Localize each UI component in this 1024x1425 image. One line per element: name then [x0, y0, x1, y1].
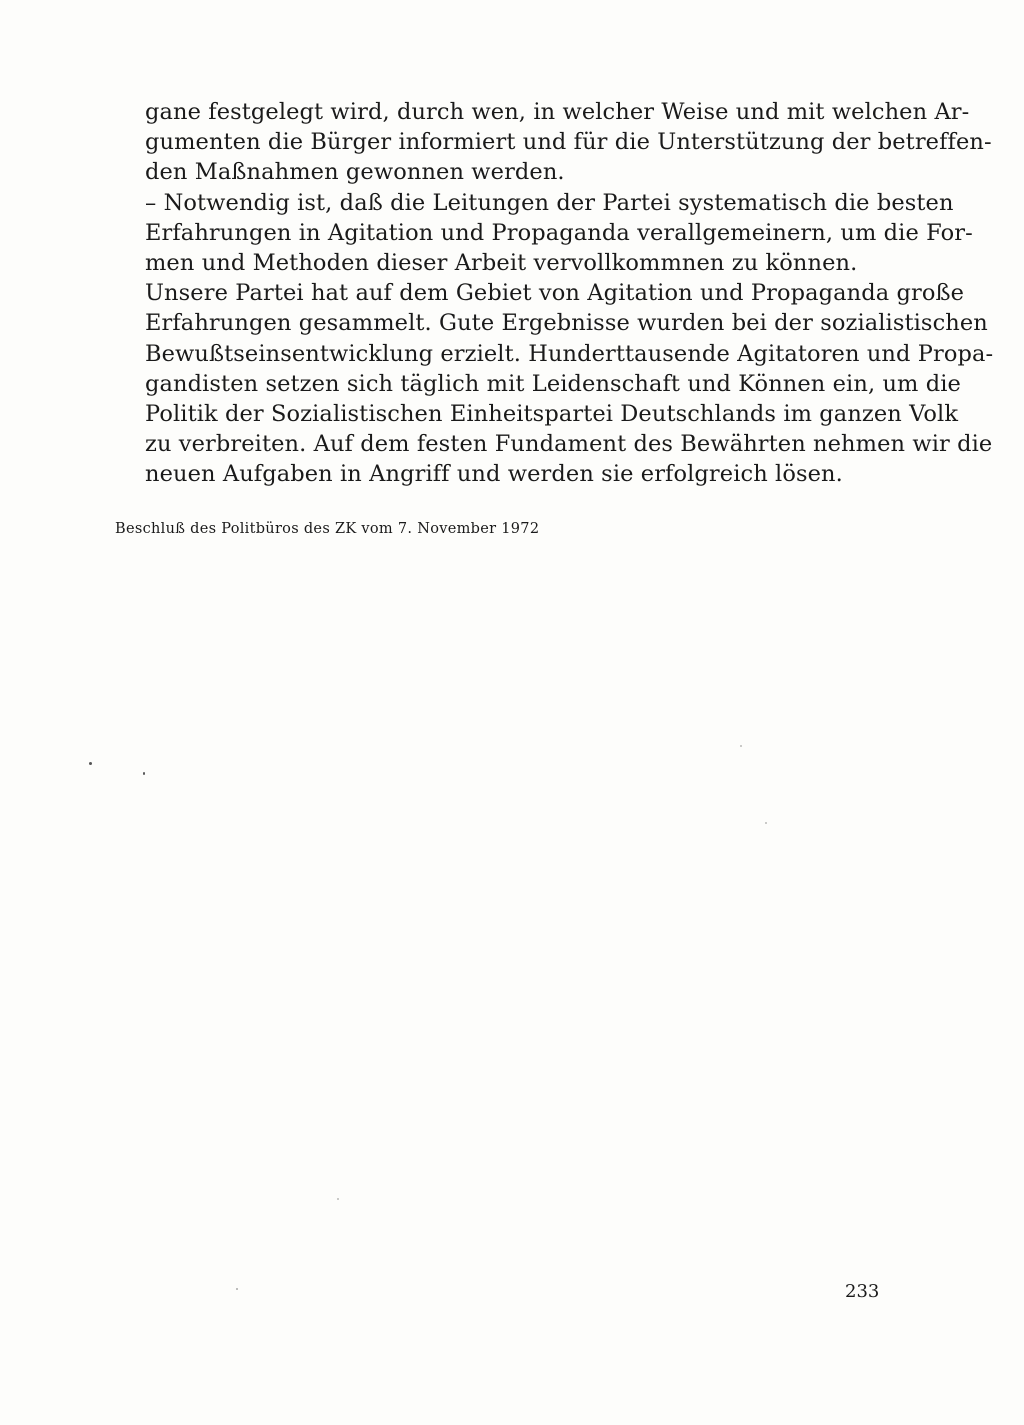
- scan-speck: [143, 772, 145, 775]
- scan-speck: [89, 762, 92, 765]
- text-line: – Notwendig ist, daß die Leitungen der Partei systematisch die besten: [145, 189, 954, 216]
- text-line: neuen Aufgaben in Angriff und werden sie erfolgreich lösen.: [145, 461, 843, 488]
- text-line: Erfahrungen in Agitation und Propaganda verallgemeinern, um die For-: [145, 219, 973, 246]
- text-line: gumenten die Bürger informiert und für die Unterstützung der betreffen-: [145, 129, 992, 156]
- body-text: [145, 97, 994, 489]
- text-line: Unsere Partei hat auf dem Gebiet von Agitation und Propaganda große: [145, 280, 965, 307]
- text-line: men und Methoden dieser Arbeit vervollkommnen zu können.: [145, 249, 858, 276]
- source-note: Beschluß des Politbüros des ZK vom 7. November 1972: [115, 521, 540, 537]
- scan-speck: [337, 1198, 339, 1200]
- text-line: Bewußtseinsentwicklung erzielt. Hunderttausende Agitatoren und Propa-: [145, 340, 994, 367]
- text-line: zu verbreiten. Auf dem festen Fundament des Bewährten nehmen wir die: [145, 431, 993, 458]
- scan-speck: [236, 1288, 238, 1290]
- text-line: gandisten setzen sich täglich mit Leidenschaft und Können ein, um die: [145, 370, 961, 397]
- text-line: Erfahrungen gesammelt. Gute Ergebnisse wurden bei der sozialistischen: [145, 310, 988, 337]
- text-line: Politik der Sozialistischen Einheitspartei Deutschlands im ganzen Volk: [145, 400, 959, 427]
- text-line: den Maßnahmen gewonnen werden.: [145, 159, 565, 186]
- page-number: 233: [845, 1281, 880, 1302]
- scan-speck: [740, 745, 742, 747]
- scan-speck: [765, 822, 767, 824]
- text-line: gane festgelegt wird, durch wen, in welcher Weise und mit welchen Ar-: [145, 99, 970, 125]
